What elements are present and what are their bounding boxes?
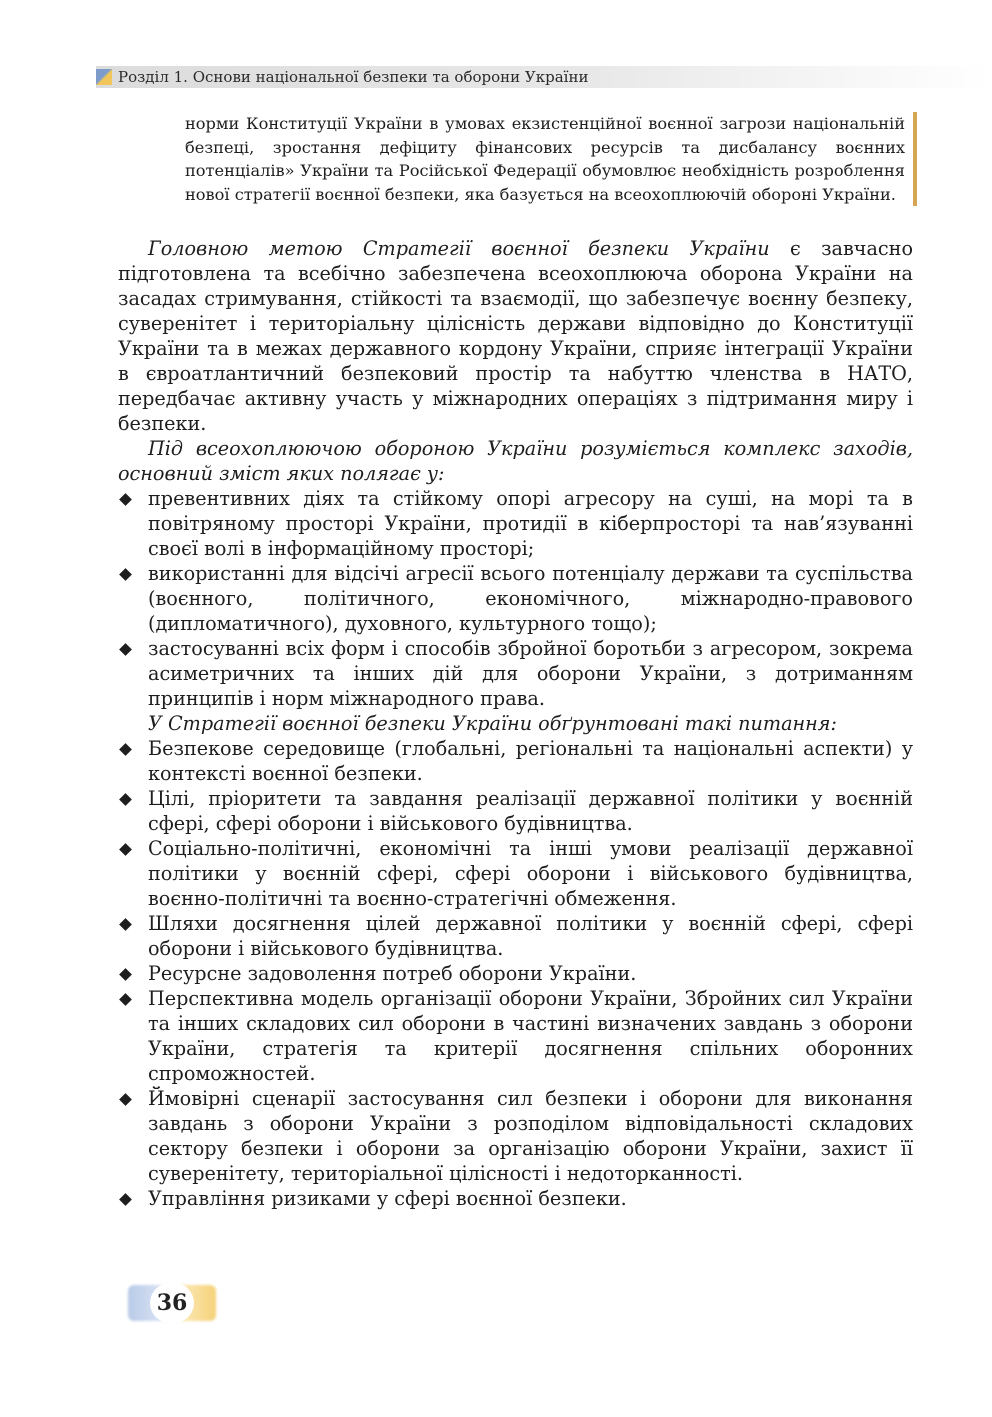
running-header <box>96 66 992 88</box>
list-item-text: застосуванні всіх форм і способів збройної боротьби з агресором, зокрема асиметричних та інших дій для оборони України, з дотриманням принципів і норм міжнародного права. <box>148 637 913 710</box>
list-item-text: Ресурсне задоволення потреб оборони України. <box>148 962 637 985</box>
list-item <box>118 1186 913 1211</box>
page-number: 36 <box>156 1290 188 1316</box>
list-item-text: Соціально-політичні, економічні та інші умови реалізації державної політики у воєнній сфері, сфері оборони і військового будівництва, воєнно-політичні та воєнно-стратегічні обмеження. <box>148 837 913 910</box>
list-item-text: використанні для відсічі агресії всього потенціалу держави та суспільства (воєнного, політичного, економічного, міжнародно-правового (дипломатичного), духовного, культурного тощо); <box>148 562 913 635</box>
diamond-bullet-icon <box>119 568 132 581</box>
paragraph-issues <box>118 711 913 736</box>
list-item <box>118 486 913 561</box>
diamond-bullet-icon <box>119 993 132 1006</box>
list-item-text: Шляхи досягнення цілей державної політики у воєнній сфері, сфері оборони і військового будівництва. <box>148 912 913 960</box>
diamond-bullet-icon <box>119 643 132 656</box>
running-title: Розділ 1. Основи національної безпеки та оборони України <box>118 68 589 86</box>
paragraph-goal-italic: Головною метою Стратегії воєнної безпеки України <box>148 237 770 260</box>
diamond-bullet-icon <box>119 1093 132 1106</box>
diamond-bullet-icon <box>119 1193 132 1206</box>
paragraph-defense-definition <box>118 436 913 486</box>
list-item-text: Ймовірні сценарії застосування сил безпеки і оборони для виконання завдань з оборони України з розподілом відповідальності складових сектору безпеки і оборони за організацію оборони України, захист її суверенітету, територіальної цілісності і недоторканності. <box>148 1087 913 1185</box>
list-item <box>118 911 913 961</box>
diamond-bullet-icon <box>119 918 132 931</box>
diamond-bullet-icon <box>119 493 132 506</box>
list-item <box>118 961 913 986</box>
main-text <box>118 236 913 1211</box>
paragraph-issues-italic: У Стратегії воєнної безпеки України обґрунтовані такі питання: <box>148 712 837 735</box>
list-item <box>118 836 913 911</box>
list-item-text: превентивних діях та стійкому опорі агресору на суші, на морі та в повітряному просторі України, протидії в кіберпросторі та нав’язуванні своєї волі в інформаційному просторі; <box>148 487 913 560</box>
diamond-bullet-icon <box>119 793 132 806</box>
list-item-text: Безпекове середовище (глобальні, регіональні та національні аспекти) у контексті воєнної безпеки. <box>148 737 913 785</box>
list-item-text: Цілі, пріоритети та завдання реалізації державної політики у воєнній сфері, сфері оборони і військового будівництва. <box>148 787 913 835</box>
list-item-text: Управління ризиками у сфері воєнної безпеки. <box>148 1187 627 1210</box>
diamond-bullet-icon <box>119 968 132 981</box>
paragraph-goal-text: є завчасно підготовлена та всебічно забезпечена всеохоплююча оборона України на засадах стримування, стійкості та взаємодії, що забезпечує воєнну безпеку, суверенітет і територіальну цілісність держави відповідно до Конституції України та в межах державного кордону України, сприяє інтеграції України в євроатлантичний безпековий простір та набуттю членства в НАТО, передбачає активну участь у міжнародних операціях з підтримання миру і безпеки. <box>118 237 913 435</box>
list-item <box>118 636 913 711</box>
measures-list <box>118 486 913 711</box>
diamond-bullet-icon <box>119 843 132 856</box>
section-marker-icon <box>96 69 112 85</box>
diamond-bullet-icon <box>119 743 132 756</box>
list-item-text: Перспективна модель організації оборони України, Збройних сил України та інших складових сил оборони в частині визначених завдань з оборони України, стратегія та критерії досягнення спільних оборонних спроможностей. <box>148 987 913 1085</box>
list-item <box>118 986 913 1086</box>
list-item <box>118 786 913 836</box>
page-number-badge <box>128 1283 216 1323</box>
issues-list <box>118 736 913 1211</box>
list-item <box>118 1086 913 1186</box>
quote-block: норми Конституції України в умовах екзистенційної воєнної загрози національній безпеці, зростання дефіциту фінансових ресурсів та дисбалансу воєнних потенціалів» України та Російської Федерації обумовлює необхідність розроблення нової стратегії воєнної безпеки, яка базується на всеохоплюючій обороні України. <box>185 112 917 206</box>
paragraph-defense-italic: Під всеохоплюючою обороною України розуміється комплекс заходів, основний зміст яких полягає у: <box>118 437 913 485</box>
list-item <box>118 561 913 636</box>
paragraph-goal <box>118 236 913 436</box>
list-item <box>118 736 913 786</box>
